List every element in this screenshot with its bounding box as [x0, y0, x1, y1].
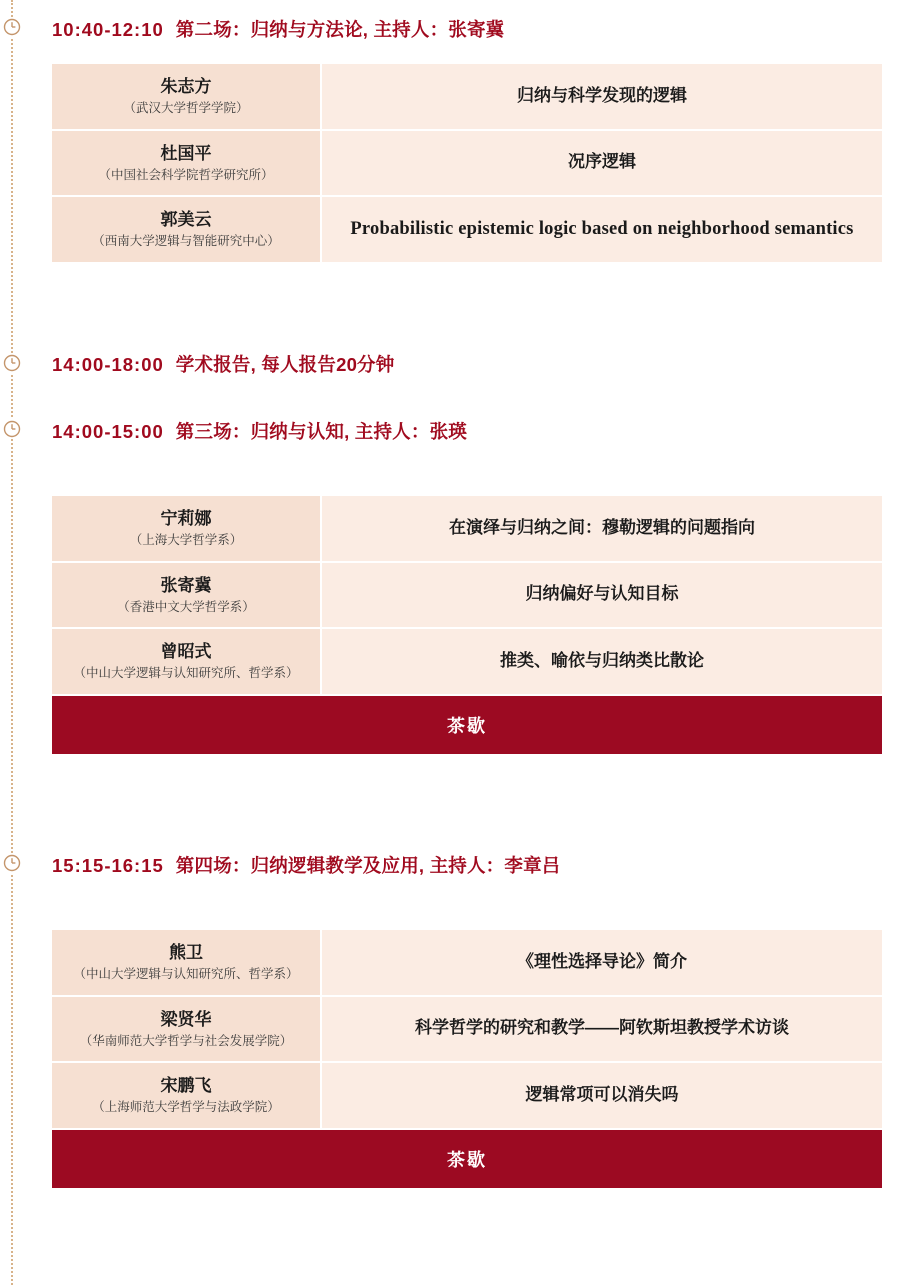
table-row: [52, 131, 882, 196]
speaker-affiliation: （中国社会科学院哲学研究所）: [98, 167, 274, 182]
speaker-cell: [52, 496, 320, 561]
paper-title: 归纳偏好与认知目标: [525, 584, 679, 604]
session-time: 10:40-12:10: [52, 19, 164, 40]
speaker-affiliation: （上海大学哲学系）: [129, 533, 243, 548]
speaker-affiliation: （香港中文大学哲学系）: [117, 599, 255, 614]
clock-icon: [2, 17, 22, 37]
paper-cell: [322, 930, 882, 995]
table-row: [52, 64, 882, 129]
speaker-name: 朱志方: [160, 77, 212, 96]
speaker-affiliation: （武汉大学哲学学院）: [123, 101, 249, 116]
speaker-affiliation: （上海师范大学哲学与法政学院）: [92, 1100, 280, 1115]
speaker-cell: [52, 997, 320, 1062]
session-heading: [52, 852, 882, 878]
clock-icon: [2, 419, 22, 439]
paper-title: Probabilistic epistemic logic based on neighborhood semantics: [350, 218, 854, 239]
session-time: 14:00-18:00: [52, 354, 164, 375]
paper-title: 归纳与科学发现的逻辑: [517, 85, 687, 105]
speaker-name: 曾昭式: [160, 642, 212, 661]
speaker-cell: [52, 563, 320, 628]
speaker-cell: [52, 930, 320, 995]
paper-cell: [322, 131, 882, 196]
paper-title: 推类、喻依与归纳类比散论: [500, 650, 704, 670]
speaker-name: 郭美云: [160, 210, 212, 229]
speaker-cell: [52, 629, 320, 694]
session-title: 第二场：归纳与方法论, 主持人：张寄冀: [175, 19, 505, 40]
table-row: [52, 563, 882, 628]
session-title: 第四场：归纳逻辑教学及应用, 主持人：李章吕: [175, 855, 561, 876]
session-block: [52, 418, 882, 754]
paper-cell: [322, 629, 882, 694]
speaker-affiliation: （华南师范大学哲学与社会发展学院）: [79, 1033, 293, 1048]
session-time: 14:00-15:00: [52, 421, 164, 442]
speaker-cell: [52, 197, 320, 262]
speaker-affiliation: （西南大学逻辑与智能研究中心）: [92, 234, 280, 249]
paper-cell: [322, 997, 882, 1062]
speaker-cell: [52, 131, 320, 196]
session-title: 第三场：归纳与认知, 主持人：张瑛: [175, 421, 467, 442]
paper-title: 《理性选择导论》简介: [517, 951, 687, 971]
session-block: [52, 351, 882, 377]
paper-title: 在演绎与归纳之间：穆勒逻辑的问题指向: [449, 517, 755, 537]
clock-icon: [2, 353, 22, 373]
session-heading: [52, 418, 882, 444]
speaker-name: 宁莉娜: [160, 509, 212, 528]
speaker-affiliation: （中山大学逻辑与认知研究所、哲学系）: [73, 967, 299, 982]
table-row: [52, 197, 882, 262]
session-time: 15:15-16:15: [52, 855, 164, 876]
paper-cell: [322, 563, 882, 628]
paper-title: 况序逻辑: [568, 152, 636, 172]
table-row: [52, 997, 882, 1062]
timeline-rail: [11, 0, 13, 1285]
speaker-name: 熊卫: [169, 943, 203, 962]
speaker-name: 宋鹏飞: [160, 1076, 212, 1095]
speaker-name: 梁贤华: [160, 1009, 212, 1029]
speaker-cell: [52, 1063, 320, 1128]
paper-title: 科学哲学的研究和教学——阿钦斯坦教授学术访谈: [415, 1018, 789, 1038]
session-table: [52, 496, 882, 754]
speaker-cell: [52, 64, 320, 129]
session-heading: [52, 16, 882, 42]
paper-cell: [322, 1063, 882, 1128]
clock-icon: [2, 853, 22, 873]
paper-cell: [322, 64, 882, 129]
break-banner: 茶歇: [52, 1130, 882, 1188]
paper-title: 逻辑常项可以消失吗: [525, 1084, 679, 1104]
session-block: [52, 852, 882, 1188]
table-row: [52, 496, 882, 561]
paper-cell: [322, 496, 882, 561]
break-banner: 茶歇: [52, 696, 882, 754]
session-heading: [52, 351, 882, 377]
table-row: [52, 930, 882, 995]
table-row: [52, 1063, 882, 1128]
speaker-affiliation: （中山大学逻辑与认知研究所、哲学系）: [73, 666, 299, 681]
session-block: [52, 16, 882, 264]
session-table: [52, 930, 882, 1188]
speaker-name: 杜国平: [160, 143, 212, 163]
session-title: 学术报告, 每人报告20分钟: [175, 354, 395, 375]
table-row: [52, 629, 882, 694]
paper-cell: [322, 197, 882, 262]
session-table: [52, 64, 882, 262]
speaker-name: 张寄冀: [160, 575, 212, 595]
